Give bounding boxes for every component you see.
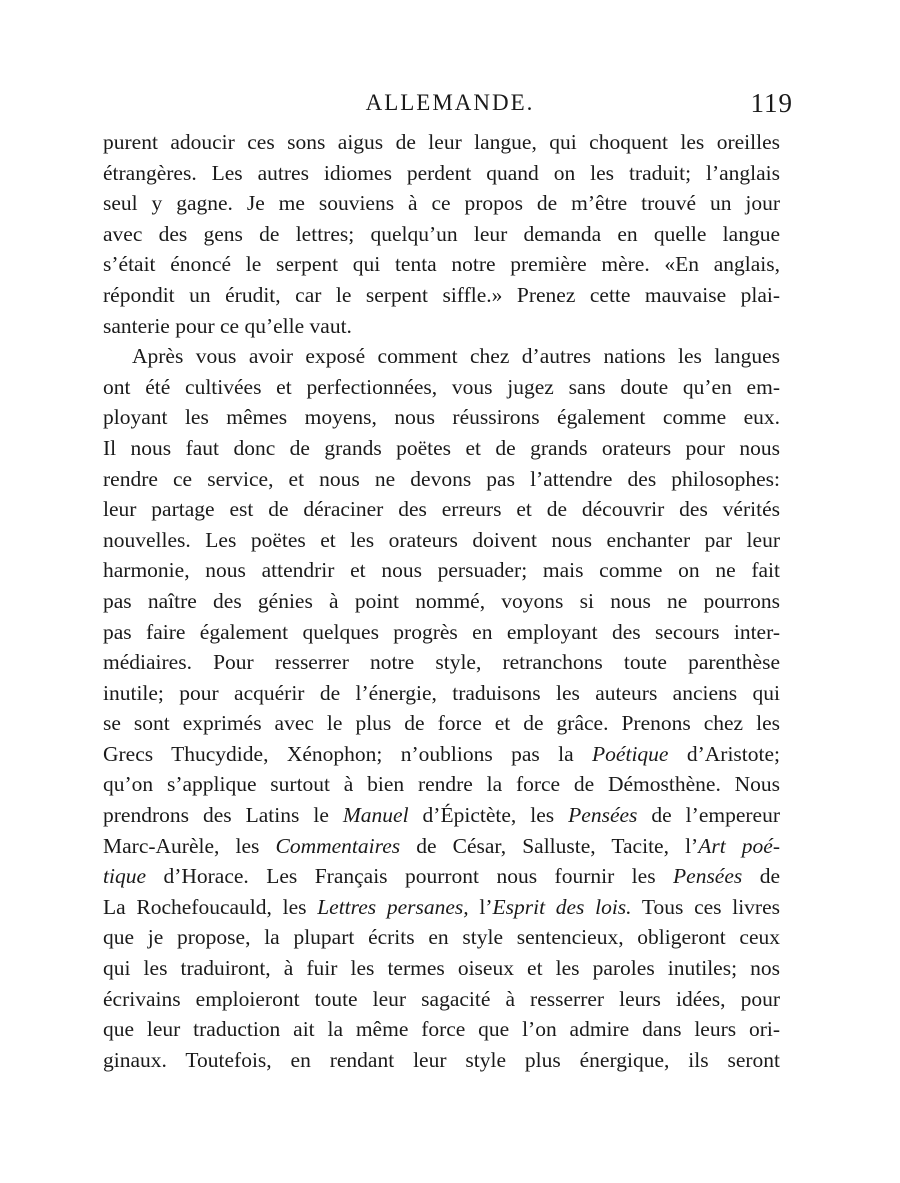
text-line bbox=[103, 555, 780, 586]
text-line bbox=[103, 341, 780, 372]
text-segment: se sont exprimés avec le plus de force et de grâce. Prenons chez les bbox=[103, 711, 780, 736]
text-segment: inutile; pour acquérir de l’énergie, traduisons les auteurs anciens qui bbox=[103, 680, 780, 705]
text-segment: s’était énoncé le serpent qui tenta notre première mère. «En anglais, bbox=[103, 252, 780, 277]
text-segment: ont été cultivées et perfectionnées, vous jugez sans doute qu’en em- bbox=[103, 374, 780, 399]
text-line bbox=[103, 311, 780, 342]
text-segment: médiaires. Pour resserrer notre style, retranchons toute parenthèse bbox=[103, 650, 780, 675]
text-segment: d’Aristote; bbox=[668, 741, 780, 766]
text-segment: d’Épictète, les bbox=[408, 803, 569, 828]
text-line bbox=[103, 922, 780, 953]
text-line bbox=[103, 464, 780, 495]
text-line bbox=[103, 127, 780, 158]
text-segment: pas faire également quelques progrès en employant des secours inter- bbox=[103, 619, 780, 644]
text-line bbox=[103, 953, 780, 984]
text-segment: La Rochefoucauld, les bbox=[103, 894, 318, 919]
text-line bbox=[103, 800, 780, 831]
text-segment: l’ bbox=[468, 894, 493, 919]
text-line bbox=[103, 494, 780, 525]
italic-title: Poétique bbox=[592, 741, 669, 766]
text-line bbox=[103, 525, 780, 556]
text-line bbox=[103, 678, 780, 709]
text-segment: avec des gens de lettres; quelqu’un leur demanda en quelle langue bbox=[103, 221, 780, 246]
text-line bbox=[103, 861, 780, 892]
running-title: ALLEMANDE. bbox=[365, 90, 535, 115]
text-segment: seul y gagne. Je me souviens à ce propos de m’être trouvé un jour bbox=[103, 191, 780, 216]
text-line bbox=[103, 586, 780, 617]
text-segment: Après vous avoir exposé comment chez d’autres nations les langues bbox=[132, 344, 780, 369]
text-segment: de l’empereur bbox=[637, 803, 780, 828]
text-segment: pas naître des génies à point nommé, voyons si nous ne pourrons bbox=[103, 588, 780, 613]
text-segment: qu’on s’applique surtout à bien rendre la force de Démosthène. Nous bbox=[103, 772, 780, 797]
text-segment: qui les traduiront, à fuir les termes oiseux et les paroles inutiles; nos bbox=[103, 956, 780, 981]
text-segment: Tous ces livres bbox=[631, 894, 780, 919]
text-line bbox=[103, 984, 780, 1015]
text-line bbox=[103, 433, 780, 464]
text-line bbox=[103, 188, 780, 219]
text-line bbox=[103, 158, 780, 189]
text-segment: purent adoucir ces sons aigus de leur langue, qui choquent les oreilles bbox=[103, 130, 780, 154]
text-segment: prendrons des Latins le bbox=[103, 803, 343, 828]
text-segment: santerie pour ce qu’elle vaut. bbox=[103, 313, 352, 338]
page-number: 119 bbox=[750, 88, 793, 118]
italic-title: Pensées bbox=[568, 803, 638, 828]
text-segment: nouvelles. Les poëtes et les orateurs doivent nous enchanter par leur bbox=[103, 527, 780, 552]
text-line bbox=[103, 647, 780, 678]
text-segment: que leur traduction ait la même force que l’on admire dans leurs ori- bbox=[103, 1017, 780, 1042]
text-segment: rendre ce service, et nous ne devons pas l’attendre des philosophes: bbox=[103, 466, 780, 491]
text-segment: étrangères. Les autres idiomes perdent quand on les traduit; l’anglais bbox=[103, 160, 780, 185]
text-segment: d’Horace. Les Français pourront nous fournir les bbox=[146, 864, 674, 889]
text-line bbox=[103, 617, 780, 648]
text-segment: de César, Salluste, Tacite, l’ bbox=[400, 833, 699, 858]
text-line bbox=[103, 372, 780, 403]
text-segment: Il nous faut donc de grands poëtes et de grands orateurs pour nous bbox=[103, 435, 780, 460]
text-segment: harmonie, nous attendrir et nous persuader; mais comme on ne fait bbox=[103, 558, 780, 583]
italic-title: Esprit des lois. bbox=[492, 894, 632, 919]
body-text bbox=[103, 127, 780, 1075]
text-line bbox=[103, 769, 780, 800]
text-line bbox=[103, 739, 780, 770]
italic-title: Manuel bbox=[342, 803, 409, 828]
italic-title: Lettres persanes, bbox=[317, 894, 469, 919]
italic-title: tique bbox=[103, 864, 146, 889]
text-segment: que je propose, la plupart écrits en style sentencieux, obligeront ceux bbox=[103, 925, 780, 950]
running-head bbox=[0, 88, 900, 122]
italic-title: Commentaires bbox=[275, 833, 401, 858]
text-line bbox=[103, 280, 780, 311]
text-segment: ployant les mêmes moyens, nous réussirons également comme eux. bbox=[103, 405, 780, 430]
text-line bbox=[103, 249, 780, 280]
text-segment: répondit un érudit, car le serpent siffle.» Prenez cette mauvaise plai- bbox=[103, 282, 780, 307]
text-line bbox=[103, 219, 780, 250]
text-segment: écrivains emploieront toute leur sagacité à resserrer leurs idées, pour bbox=[103, 986, 780, 1011]
text-line bbox=[103, 708, 780, 739]
text-segment: leur partage est de déraciner des erreurs et de découvrir des vérités bbox=[103, 497, 780, 522]
text-segment: de bbox=[742, 864, 780, 889]
text-segment: Grecs Thucydide, Xénophon; n’oublions pas la bbox=[103, 741, 593, 766]
text-line bbox=[103, 402, 780, 433]
text-line bbox=[103, 1045, 780, 1076]
text-line bbox=[103, 831, 780, 862]
italic-title: Pensées bbox=[673, 864, 743, 889]
italic-title: Art poé- bbox=[698, 833, 780, 858]
text-line bbox=[103, 892, 780, 923]
text-segment: Marc-Aurèle, les bbox=[103, 833, 276, 858]
text-line bbox=[103, 1014, 780, 1045]
text-segment: ginaux. Toutefois, en rendant leur style plus énergique, ils seront bbox=[103, 1047, 780, 1072]
